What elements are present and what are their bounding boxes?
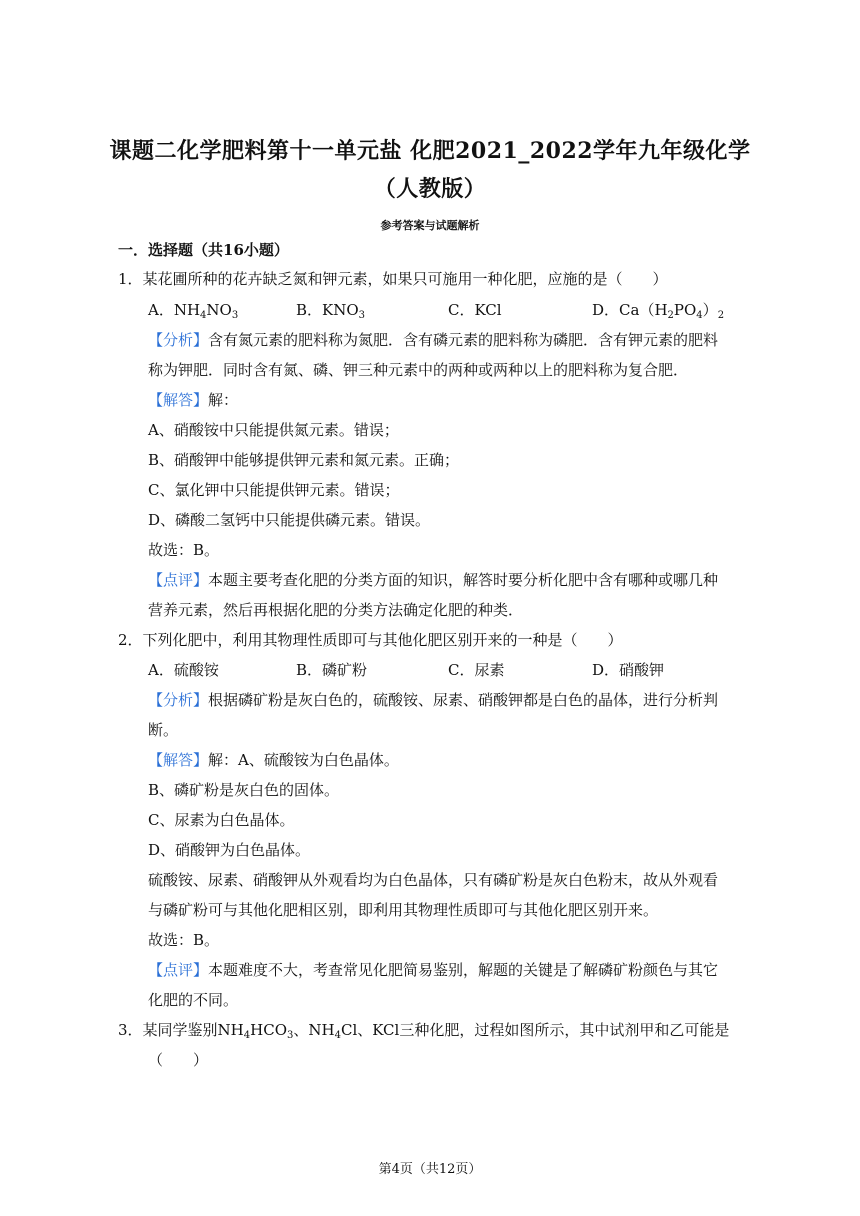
- question-2-answer-summary-cont: 与磷矿粉可与其他化肥相区别，即利用其物理性质即可与其他化肥区别开来。: [148, 901, 659, 919]
- comment-tag: 【点评】: [148, 961, 209, 979]
- question-1-comment: 【点评】本题主要考查化肥的分类方面的知识，解答时要分析化肥中含有哪种或哪几种: [148, 571, 719, 589]
- question-2-choice: 故选：B。: [148, 931, 220, 949]
- answer-tag: 【解答】: [148, 751, 209, 769]
- question-2-comment: 【点评】本题难度不大，考查常见化肥简易鉴别，解题的关键是了解磷矿粉颜色与其它: [148, 961, 719, 979]
- document-subtitle: 参考答案与试题解析: [380, 219, 480, 232]
- analysis-tag: 【分析】: [148, 691, 209, 709]
- question-1-answer-b: B、硝酸钾中能够提供钾元素和氮元素。正确；: [148, 451, 460, 469]
- question-1-choice: 故选：B。: [148, 541, 220, 559]
- question-2-answer-b: B、磷矿粉是灰白色的固体。: [148, 781, 340, 799]
- section-heading: 一．选择题（共16小题）: [118, 241, 289, 259]
- option-d: D．$Ca(H_2PO_4)_2$: [592, 301, 725, 321]
- comment-tag: 【点评】: [148, 571, 209, 589]
- question-2-answer-d: D、硝酸钾为白色晶体。: [148, 841, 311, 859]
- question-1-stem: 1．某花圃所种的花卉缺乏氮和钾元素，如果只可施用一种化肥，应施的是（ ）: [118, 270, 668, 288]
- question-2-analysis: 【分析】根据磷矿粉是灰白色的，硫酸铵、尿素、硝酸钾都是白色的晶体，进行分析判: [148, 691, 719, 709]
- question-1-comment-cont: 营养元素，然后再根据化肥的分类方法确定化肥的种类．: [148, 601, 524, 619]
- option-b: B．$KNO_3$: [296, 301, 366, 321]
- question-1-answer-c: C、氯化钾中只能提供钾元素。错误；: [148, 481, 400, 499]
- question-2-stem: 2．下列化肥中，利用其物理性质即可与其他化肥区别开来的一种是（ ）: [118, 631, 623, 649]
- answer-tag: 【解答】: [148, 391, 209, 409]
- question-2-answer-c: C、尿素为白色晶体。: [148, 811, 295, 829]
- page-footer: 第4页（共12页）: [378, 1162, 482, 1177]
- document-title: 课题二化学肥料第十一单元盐 化肥2021_2022学年九年级化学: [109, 138, 751, 164]
- analysis-tag: 【分析】: [148, 331, 209, 349]
- question-2-answer: 【解答】解：A、硫酸铵为白色晶体。: [148, 751, 399, 769]
- question-2-comment-cont: 化肥的不同。: [148, 991, 239, 1009]
- question-3-stem-cont: （ ）: [148, 1051, 209, 1069]
- question-1-analysis: 【分析】含有氮元素的肥料称为氮肥．含有磷元素的肥料称为磷肥．含有钾元素的肥料: [148, 331, 719, 349]
- document-title-line2: （人教版）: [373, 176, 487, 202]
- question-3-stem: 3．某同学鉴别$NH_4HCO_3$、$NH_4Cl$、KCl三种化肥，过程如图所示，其中试剂甲和乙可能是: [118, 1021, 730, 1041]
- question-1-answer-d: D、磷酸二氢钙中只能提供磷元素。错误。: [148, 511, 431, 529]
- question-2-analysis-cont: 断。: [148, 721, 179, 739]
- question-1-answer: 【解答】解：: [148, 391, 239, 409]
- question-1-analysis-cont: 称为钾肥．同时含有氮、磷、钾三种元素中的两种或两种以上的肥料称为复合肥．: [148, 361, 689, 379]
- option-c: C．尿素: [448, 661, 505, 679]
- option-d: D．硝酸钾: [592, 661, 665, 679]
- question-1-answer-a: A、硝酸铵中只能提供氮元素。错误；: [148, 421, 399, 439]
- question-2-answer-summary: 硫酸铵、尿素、硝酸钾从外观看均为白色晶体，只有磷矿粉是灰白色粉末，故从外观看: [148, 871, 719, 889]
- option-c: C．KCl: [448, 301, 502, 319]
- option-a: A．$NH_4NO_3$: [148, 301, 239, 321]
- option-b: B．磷矿粉: [296, 661, 368, 679]
- option-a: A．硫酸铵: [148, 661, 219, 679]
